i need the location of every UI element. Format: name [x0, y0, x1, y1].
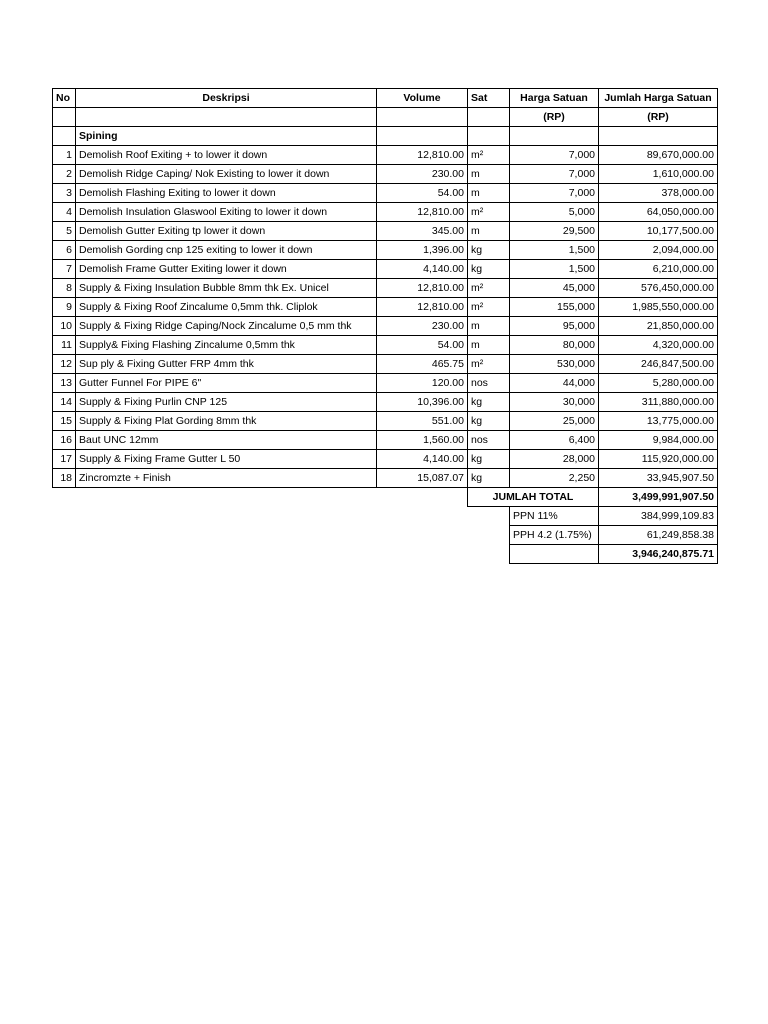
pph-value: 61,249,858.38 [599, 526, 718, 545]
row-unit-price: 7,000 [510, 165, 599, 184]
row-description: Gutter Funnel For PIPE 6" [76, 374, 377, 393]
row-description: Supply & Fixing Plat Gording 8mm thk [76, 412, 377, 431]
section-row [53, 127, 718, 146]
row-no: 7 [53, 260, 76, 279]
row-total-price: 5,280,000.00 [599, 374, 718, 393]
row-volume: 12,810.00 [377, 203, 468, 222]
row-volume: 4,140.00 [377, 450, 468, 469]
pph-label: PPH 4.2 (1.75%) [510, 526, 599, 545]
row-unit-price: 155,000 [510, 298, 599, 317]
row-volume: 15,087.07 [377, 469, 468, 488]
grand-total-value: 3,946,240,875.71 [599, 545, 718, 564]
table-row [53, 450, 718, 469]
row-description: Sup ply & Fixing Gutter FRP 4mm thk [76, 355, 377, 374]
row-total-price: 576,450,000.00 [599, 279, 718, 298]
header-jumlah-harga-satuan: Jumlah Harga Satuan [599, 89, 718, 108]
header-unit-price: (RP) [510, 108, 599, 127]
row-volume: 12,810.00 [377, 279, 468, 298]
row-total-price: 1,985,550,000.00 [599, 298, 718, 317]
row-no: 18 [53, 469, 76, 488]
row-volume: 551.00 [377, 412, 468, 431]
header-volume: Volume [377, 89, 468, 108]
header-harga-satuan: Harga Satuan [510, 89, 599, 108]
row-no: 2 [53, 165, 76, 184]
row-description: Demolish Frame Gutter Exiting lower it down [76, 260, 377, 279]
row-description: Supply & Fixing Purlin CNP 125 [76, 393, 377, 412]
row-unit: kg [468, 260, 510, 279]
row-total-price: 9,984,000.00 [599, 431, 718, 450]
row-unit-price: 80,000 [510, 336, 599, 355]
row-unit-price: 7,000 [510, 184, 599, 203]
row-total-price: 10,177,500.00 [599, 222, 718, 241]
row-no: 12 [53, 355, 76, 374]
row-description: Supply& Fixing Flashing Zincalume 0,5mm thk [76, 336, 377, 355]
row-no: 8 [53, 279, 76, 298]
ppn-sat-spacer [468, 507, 510, 526]
row-unit: kg [468, 241, 510, 260]
table-row [53, 374, 718, 393]
section-no-cell [53, 127, 76, 146]
table-row [53, 203, 718, 222]
header-unit-sat [468, 108, 510, 127]
table-row [53, 355, 718, 374]
row-no: 3 [53, 184, 76, 203]
row-volume: 345.00 [377, 222, 468, 241]
row-unit-price: 95,000 [510, 317, 599, 336]
row-description: Supply & Fixing Frame Gutter L 50 [76, 450, 377, 469]
table-row [53, 184, 718, 203]
table-row [53, 241, 718, 260]
section-title: Spining [76, 127, 377, 146]
row-unit: m [468, 184, 510, 203]
row-unit: nos [468, 431, 510, 450]
section-price-cell [510, 127, 599, 146]
row-volume: 12,810.00 [377, 146, 468, 165]
row-no: 14 [53, 393, 76, 412]
row-description: Demolish Gutter Exiting tp lower it down [76, 222, 377, 241]
row-volume: 230.00 [377, 317, 468, 336]
row-unit-price: 30,000 [510, 393, 599, 412]
row-no: 13 [53, 374, 76, 393]
row-no: 16 [53, 431, 76, 450]
row-unit: kg [468, 412, 510, 431]
ppn-spacer [53, 507, 468, 526]
header-row [53, 89, 718, 108]
row-unit-price: 2,250 [510, 469, 599, 488]
row-description: Demolish Roof Exiting + to lower it down [76, 146, 377, 165]
row-volume: 465.75 [377, 355, 468, 374]
row-total-price: 6,210,000.00 [599, 260, 718, 279]
row-volume: 12,810.00 [377, 298, 468, 317]
row-total-price: 21,850,000.00 [599, 317, 718, 336]
row-total-price: 33,945,907.50 [599, 469, 718, 488]
row-total-price: 311,880,000.00 [599, 393, 718, 412]
row-unit: m² [468, 203, 510, 222]
pph-sat-spacer [468, 526, 510, 545]
row-volume: 54.00 [377, 336, 468, 355]
row-no: 9 [53, 298, 76, 317]
jumlah-total-row [53, 488, 718, 507]
row-volume: 230.00 [377, 165, 468, 184]
row-no: 1 [53, 146, 76, 165]
row-description: Demolish Flashing Exiting to lower it down [76, 184, 377, 203]
row-unit: m² [468, 146, 510, 165]
table-row [53, 317, 718, 336]
ppn-value: 384,999,109.83 [599, 507, 718, 526]
ppn-row [53, 507, 718, 526]
table-row [53, 165, 718, 184]
row-description: Zincromzte + Finish [76, 469, 377, 488]
row-description: Supply & Fixing Ridge Caping/Nock Zincalume 0,5 mm thk [76, 317, 377, 336]
row-no: 4 [53, 203, 76, 222]
row-volume: 10,396.00 [377, 393, 468, 412]
row-description: Baut UNC 12mm [76, 431, 377, 450]
row-unit: m [468, 165, 510, 184]
row-unit: m [468, 317, 510, 336]
row-total-price: 2,094,000.00 [599, 241, 718, 260]
header-sat: Sat [468, 89, 510, 108]
row-total-price: 4,320,000.00 [599, 336, 718, 355]
header-unit-total: (RP) [599, 108, 718, 127]
grand-sat-spacer [468, 545, 510, 564]
row-volume: 1,560.00 [377, 431, 468, 450]
header-deskripsi: Deskripsi [76, 89, 377, 108]
table-row [53, 431, 718, 450]
row-volume: 120.00 [377, 374, 468, 393]
pph-row [53, 526, 718, 545]
table-row [53, 298, 718, 317]
section-sat-cell [468, 127, 510, 146]
row-total-price: 1,610,000.00 [599, 165, 718, 184]
row-total-price: 13,775,000.00 [599, 412, 718, 431]
header-unit-volume [377, 108, 468, 127]
row-unit-price: 1,500 [510, 260, 599, 279]
row-no: 11 [53, 336, 76, 355]
header-unit-no [53, 108, 76, 127]
row-unit: kg [468, 450, 510, 469]
row-description: Demolish Insulation Glaswool Exiting to lower it down [76, 203, 377, 222]
row-unit: kg [468, 393, 510, 412]
header-unit-desc [76, 108, 377, 127]
row-unit-price: 1,500 [510, 241, 599, 260]
row-unit-price: 44,000 [510, 374, 599, 393]
table-row [53, 393, 718, 412]
pph-spacer [53, 526, 468, 545]
ppn-label: PPN 11% [510, 507, 599, 526]
row-unit-price: 29,500 [510, 222, 599, 241]
row-volume: 4,140.00 [377, 260, 468, 279]
section-total-cell [599, 127, 718, 146]
header-unit-row [53, 108, 718, 127]
row-no: 10 [53, 317, 76, 336]
row-unit: nos [468, 374, 510, 393]
row-volume: 1,396.00 [377, 241, 468, 260]
row-unit: m² [468, 355, 510, 374]
row-description: Demolish Gording cnp 125 exiting to lower it down [76, 241, 377, 260]
row-unit-price: 45,000 [510, 279, 599, 298]
row-total-price: 378,000.00 [599, 184, 718, 203]
table-row [53, 146, 718, 165]
row-no: 6 [53, 241, 76, 260]
row-unit: m² [468, 279, 510, 298]
row-total-price: 115,920,000.00 [599, 450, 718, 469]
row-total-price: 89,670,000.00 [599, 146, 718, 165]
table-row [53, 260, 718, 279]
grand-spacer [53, 545, 468, 564]
grand-total-row [53, 545, 718, 564]
summary-spacer [53, 488, 468, 507]
row-description: Supply & Fixing Roof Zincalume 0,5mm thk. Cliplok [76, 298, 377, 317]
row-volume: 54.00 [377, 184, 468, 203]
row-unit: m² [468, 298, 510, 317]
table-row [53, 279, 718, 298]
row-total-price: 64,050,000.00 [599, 203, 718, 222]
row-unit-price: 6,400 [510, 431, 599, 450]
bill-of-quantities-table [52, 88, 718, 564]
table-row [53, 222, 718, 241]
table-row [53, 336, 718, 355]
row-unit-price: 7,000 [510, 146, 599, 165]
section-volume-cell [377, 127, 468, 146]
row-unit-price: 28,000 [510, 450, 599, 469]
row-total-price: 246,847,500.00 [599, 355, 718, 374]
jumlah-total-value: 3,499,991,907.50 [599, 488, 718, 507]
row-unit-price: 530,000 [510, 355, 599, 374]
header-no: No [53, 89, 76, 108]
row-description: Demolish Ridge Caping/ Nok Existing to lower it down [76, 165, 377, 184]
row-unit-price: 25,000 [510, 412, 599, 431]
row-no: 5 [53, 222, 76, 241]
row-unit: m [468, 336, 510, 355]
row-unit: m [468, 222, 510, 241]
row-description: Supply & Fixing Insulation Bubble 8mm thk Ex. Unicel [76, 279, 377, 298]
jumlah-total-label: JUMLAH TOTAL [468, 488, 599, 507]
row-unit-price: 5,000 [510, 203, 599, 222]
table-row [53, 412, 718, 431]
row-no: 17 [53, 450, 76, 469]
row-no: 15 [53, 412, 76, 431]
table-row [53, 469, 718, 488]
grand-total-label-cell [510, 545, 599, 564]
row-unit: kg [468, 469, 510, 488]
